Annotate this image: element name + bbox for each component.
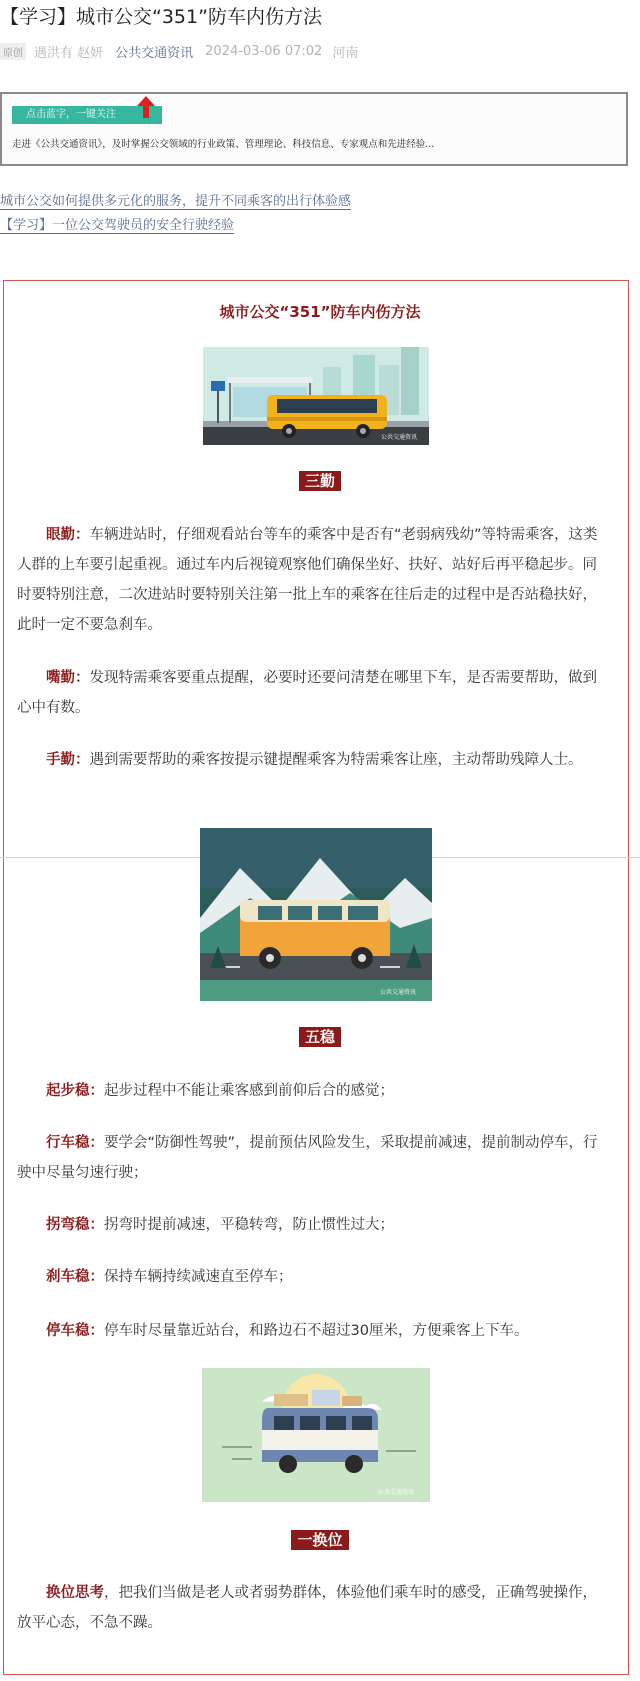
keyword-brake: 刹车稳：: [46, 1269, 104, 1285]
paragraph-empathy: [17, 1578, 607, 1638]
follow-pill[interactable]: 点击蓝字，一键关注: [12, 106, 162, 124]
text-brake: 保持车辆持续减速直至停车；: [104, 1269, 293, 1285]
travel-bus-illustration: [202, 1368, 430, 1502]
article-meta: [0, 42, 358, 61]
text-turn: 拐弯时提前减速，平稳转弯，防止惯性过大；: [104, 1217, 394, 1233]
original-badge: 原创: [0, 43, 26, 60]
text-hand: 遇到需要帮助的乘客按提示键提醒乘客为特需乘客让座，主动帮助残障人士。: [89, 752, 583, 768]
account-link[interactable]: 公共交通资讯: [115, 46, 194, 61]
paragraph-drive: [17, 1128, 607, 1188]
section-label-text: 一换位: [291, 1530, 348, 1550]
banner-description: 走进《公共交通资讯》，及时掌握公交领域的行业政策、管理理论、科技信息、专家观点和先进经验...: [12, 139, 435, 150]
paragraph-start: [17, 1076, 607, 1106]
keyword-drive: 行车稳：: [46, 1135, 104, 1151]
keyword-empathy: 换位思考: [46, 1585, 104, 1601]
paragraph-turn: [17, 1210, 607, 1240]
keyword-stop: 停车稳：: [46, 1323, 104, 1339]
related-link-1[interactable]: 城市公交如何提供多元化的服务，提升不同乘客的出行体验感: [0, 190, 351, 210]
text-start: 起步过程中不能让乘客感到前仰后合的感觉；: [104, 1083, 394, 1099]
follow-banner[interactable]: [0, 92, 628, 166]
text-stop: 停车时尽量靠近站台，和路边石不超过30厘米，方便乘客上下车。: [104, 1323, 529, 1339]
section-label-text: 五稳: [299, 1027, 341, 1047]
watermark-2: 公共交通资讯: [380, 989, 417, 996]
keyword-start: 起步稳：: [46, 1083, 104, 1099]
camper-van-illustration: [200, 828, 432, 1001]
up-arrow-icon: [134, 94, 158, 120]
keyword-turn: 拐弯稳：: [46, 1217, 104, 1233]
watermark-1: 公共交通资讯: [381, 434, 418, 441]
paragraph-brake: [17, 1262, 607, 1292]
paragraph-hand: [17, 745, 607, 775]
keyword-hand: 手勤：: [46, 752, 90, 768]
text-empathy: ，把我们当做是老人或者弱势群体，体验他们乘车时的感受，正确驾驶操作，放平心态，不急不躁。: [17, 1585, 597, 1631]
keyword-mouth: 嘴勤：: [46, 670, 90, 686]
keyword-eye: 眼勤：: [46, 527, 90, 543]
content-heading: 城市公交“351”防车内伤方法: [219, 303, 421, 321]
article-title: 【学习】城市公交“351”防车内伤方法: [0, 6, 322, 28]
paragraph-eye: [17, 520, 607, 640]
section-label-yihuanwei: [0, 1530, 640, 1550]
publish-location: 河南: [332, 46, 359, 61]
text-mouth: 发现特需乘客要重点提醒，必要时还要问清楚在哪里下车，是否需要帮助，做到心中有数。: [17, 670, 597, 716]
text-eye: 车辆进站时，仔细观看站台等车的乘客中是否有“老弱病残幼”等特需乘客，这类人群的上车要引起重视。通过车内后视镜观察他们确保坐好、扶好、站好后再平稳起步。同时要特别注意，二次进站时要特别关注第一批上车的乘客在往后走的过程中是否站稳扶好，此时一定不要急刹车。: [17, 527, 598, 633]
text-drive: 要学会“防御性驾驶”，提前预估风险发生，采取提前减速，提前制动停车，行驶中尽量匀速行驶；: [17, 1135, 598, 1181]
section-label-wuwen: [0, 1027, 640, 1047]
paragraph-stop: [17, 1316, 607, 1346]
related-link-2[interactable]: 【学习】一位公交驾驶员的安全行驶经验: [0, 214, 234, 234]
publish-time: 2024-03-06 07:02: [205, 44, 323, 59]
author-name: 遇洪有 赵妍: [34, 46, 104, 61]
section-label-text: 三勤: [299, 471, 341, 491]
section-label-sanqin: [0, 471, 640, 491]
paragraph-mouth: [17, 663, 607, 723]
bus-station-illustration: [203, 347, 429, 445]
watermark-3: 公共交通资讯: [378, 1489, 415, 1496]
